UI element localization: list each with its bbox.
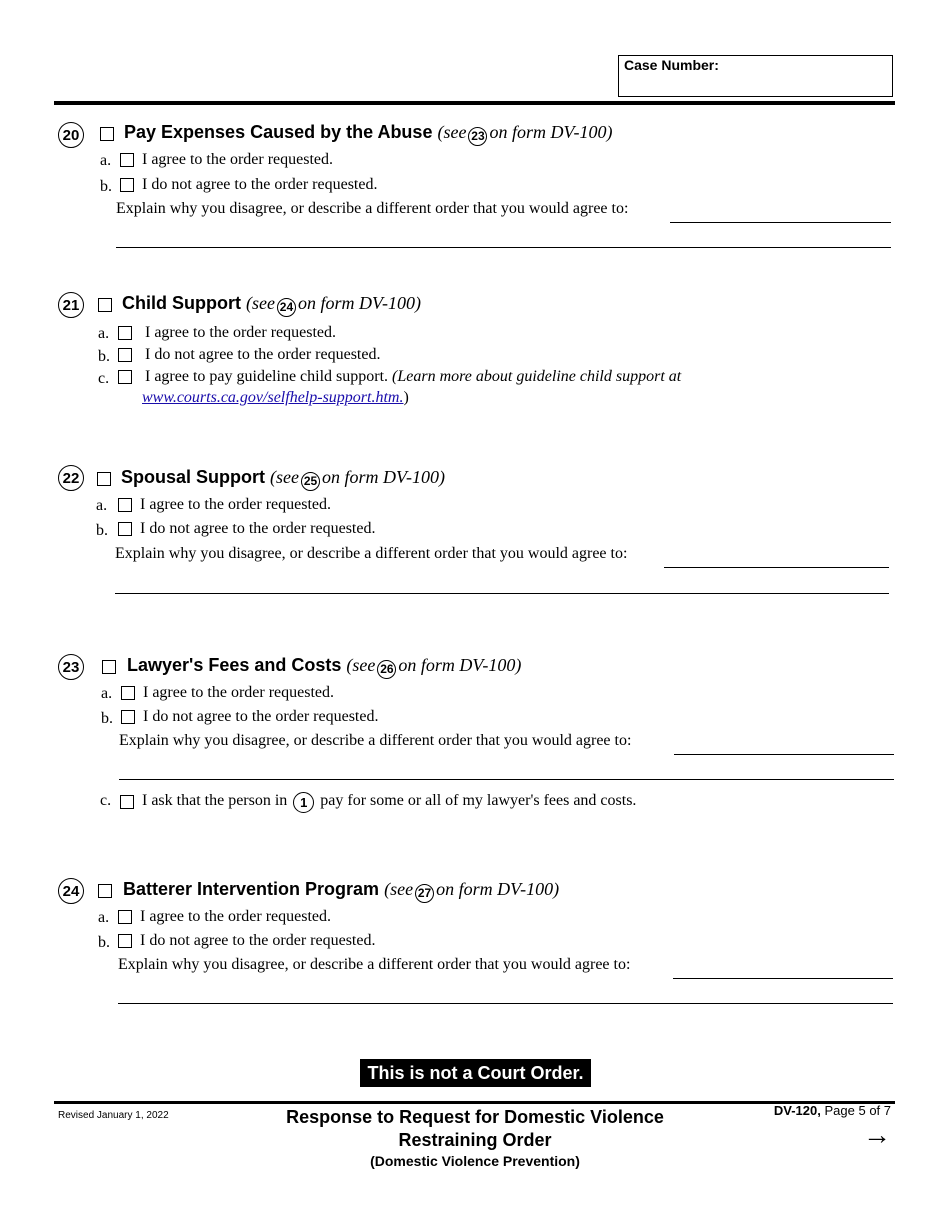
section-24-explain-line-1[interactable] [673,978,893,979]
section-20-explain-line-1[interactable] [670,222,891,223]
item-letter: a. [98,909,110,926]
section-21-disagree-checkbox[interactable] [118,348,132,362]
lawyer-fees-text-before: I ask that the person in [142,792,288,809]
close-paren: ) [403,389,409,406]
section-20-explain-line-2[interactable] [116,247,891,248]
item-letter: b. [100,178,112,195]
reference-circle: 25 [301,472,320,491]
item-letter: c. [100,792,112,809]
item-label [145,368,681,386]
item-label: I agree to the order requested. [140,908,332,925]
see-suffix: on form DV-100) [489,122,613,142]
section-21-checkbox[interactable] [98,298,112,312]
section-22-disagree-checkbox[interactable] [118,522,132,536]
form-id: DV-120, [773,1103,821,1118]
item-label: I do not agree to the order requested. [145,346,381,363]
see-suffix: on form DV-100) [297,293,421,313]
explain-label: Explain why you disagree, or describe a different order that you would agree to: [118,956,631,973]
section-title: Batterer Intervention Program [123,879,380,899]
form-title-line-1: Response to Request for Domestic Violence [286,1107,664,1127]
section-24-explain-line-2[interactable] [118,1003,893,1004]
reference-circle: 26 [377,660,396,679]
section-22-checkbox[interactable] [97,472,111,486]
section-20-disagree-checkbox[interactable] [120,178,134,192]
not-court-order-banner: This is not a Court Order. [360,1059,591,1087]
page-indicator [700,1103,891,1118]
form-title-line-2: Restraining Order [398,1130,552,1150]
section-23-lawyer-fees-checkbox[interactable] [120,795,134,809]
see-suffix: on form DV-100) [322,467,445,487]
section-23-agree-checkbox[interactable] [121,686,135,700]
guideline-note: (Learn more about guideline child support at [392,368,682,385]
case-number-label: Case Number: [624,57,719,73]
section-number-circle: 24 [58,878,84,904]
case-number-box[interactable] [618,55,893,97]
item-letter: b. [98,348,110,365]
guideline-link-line [142,389,409,407]
item-letter: a. [100,152,112,169]
see-suffix: on form DV-100) [398,655,522,675]
section-number-circle: 23 [58,654,84,680]
item-label: I do not agree to the order requested. [142,176,378,193]
section-number-circle: 21 [58,292,84,318]
section-23-explain-line-1[interactable] [674,754,894,755]
item-letter: a. [101,685,113,702]
item-letter: a. [96,497,108,514]
section-21-heading [122,293,421,317]
section-24-checkbox[interactable] [98,884,112,898]
item-letter: c. [98,370,110,387]
item-label: I do not agree to the order requested. [140,932,376,949]
section-number-circle: 22 [58,465,84,491]
item-label: I do not agree to the order requested. [143,708,379,725]
section-title: Child Support [122,293,241,313]
section-24-heading [123,879,559,903]
section-22-agree-checkbox[interactable] [118,498,132,512]
item-letter: b. [98,934,110,951]
section-23-checkbox[interactable] [102,660,116,674]
section-23-explain-line-2[interactable] [119,779,894,780]
item-label [142,792,636,813]
see-suffix: on form DV-100) [436,879,560,899]
form-subtitle: (Domestic Violence Prevention) [370,1153,580,1169]
item-label: I agree to the order requested. [140,496,332,513]
reference-circle: 23 [468,127,487,146]
see-prefix: (see [246,293,275,313]
see-prefix: (see [384,879,414,899]
page-number: Page 5 of 7 [824,1103,891,1118]
item-letter: b. [101,710,113,727]
revised-date: Revised January 1, 2022 [58,1110,169,1121]
section-22-explain-line-2[interactable] [115,593,889,594]
see-prefix: (see [437,122,467,142]
section-23-disagree-checkbox[interactable] [121,710,135,724]
guideline-support-link[interactable]: www.courts.ca.gov/selfhelp-support.htm. [142,389,404,406]
section-21-guideline-checkbox[interactable] [118,370,132,384]
section-number-circle: 20 [58,122,84,148]
lawyer-fees-text-after: pay for some or all of my lawyer's fees and costs. [320,792,637,809]
section-title: Lawyer's Fees and Costs [127,655,342,675]
item-label: I do not agree to the order requested. [140,520,376,537]
section-22-heading [121,467,445,491]
reference-circle: 1 [293,792,314,813]
section-21-agree-checkbox[interactable] [118,326,132,340]
item-letter: a. [98,325,110,342]
guideline-text: I agree to pay guideline child support. [145,368,389,385]
section-24-agree-checkbox[interactable] [118,910,132,924]
item-label: I agree to the order requested. [142,151,334,168]
explain-label: Explain why you disagree, or describe a different order that you would agree to: [116,200,629,217]
section-20-agree-checkbox[interactable] [120,153,134,167]
section-20-heading [124,122,612,146]
section-22-explain-line-1[interactable] [664,567,889,568]
reference-circle: 24 [277,298,296,317]
reference-circle: 27 [415,884,434,903]
item-letter: b. [96,522,108,539]
explain-label: Explain why you disagree, or describe a different order that you would agree to: [115,545,628,562]
section-title: Pay Expenses Caused by the Abuse [124,122,433,142]
see-prefix: (see [346,655,376,675]
section-20-checkbox[interactable] [100,127,114,141]
header-divider [54,101,895,105]
next-page-arrow-icon: → [863,1119,891,1150]
section-title: Spousal Support [121,467,265,487]
section-23-heading [127,655,521,679]
item-label: I agree to the order requested. [143,684,335,701]
item-label: I agree to the order requested. [145,324,337,341]
explain-label: Explain why you disagree, or describe a different order that you would agree to: [119,732,632,749]
see-prefix: (see [270,467,299,487]
section-24-disagree-checkbox[interactable] [118,934,132,948]
